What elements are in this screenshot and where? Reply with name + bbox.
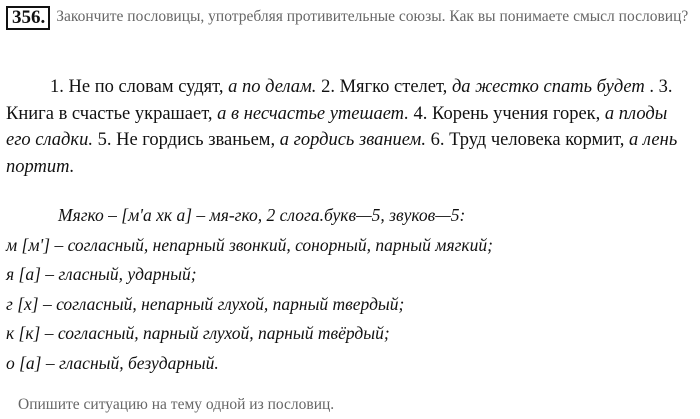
analysis-sound-ya: я [а] – гласный, ударный;	[6, 264, 197, 284]
analysis-sound-k: к [к] – согласный, парный глухой, парный твёрдый;	[6, 323, 390, 343]
analysis-sound-m: м [м'] – согласный, непарный звонкий, сонорный, парный мягкий;	[6, 234, 493, 255]
proverb-6-start: 6. Труд человека кормит,	[430, 130, 625, 150]
proverb-2-start: 2. Мягко стелет,	[321, 77, 448, 97]
proverb-4-ending: а плоды его сладки.	[6, 103, 668, 150]
task-prompt: Закончите пословицы, употребляя противительные союзы. Как вы понимаете смысл пословиц?	[56, 8, 689, 25]
phonetic-analysis	[6, 201, 694, 378]
follow-up-task: Опишите ситуацию на тему одной из пословиц.	[18, 396, 335, 413]
task-header	[6, 6, 694, 30]
analysis-sound-o: о [а] – гласный, безударный.	[6, 352, 219, 373]
proverb-4-start: 4. Корень учения горек,	[413, 103, 601, 124]
proverb-2-ending: да жестко спать будет	[451, 77, 645, 97]
proverb-3-start: . 3. Книга в счастье украшает,	[6, 77, 673, 124]
proverb-1-start: 1. Не по словам судят,	[50, 77, 224, 97]
analysis-sound-g: г [х] – согласный, непарный глухой, парный твердый;	[6, 293, 405, 314]
proverb-3-ending: а в несчастье утешает.	[217, 103, 409, 124]
proverbs-answer	[6, 74, 694, 180]
analysis-word-summary: Мягко – [м'а хк а] – мя-гко, 2 слога.букв—5, звуков—5:	[58, 205, 466, 225]
proverb-1-ending: а по делам.	[228, 77, 317, 97]
proverb-6-ending: а лень портит.	[6, 130, 678, 177]
proverb-5-start: 5. Не гордись званьем,	[97, 130, 276, 150]
proverb-5-ending: а гордись званием.	[279, 130, 426, 150]
task-number: 356.	[6, 6, 50, 30]
